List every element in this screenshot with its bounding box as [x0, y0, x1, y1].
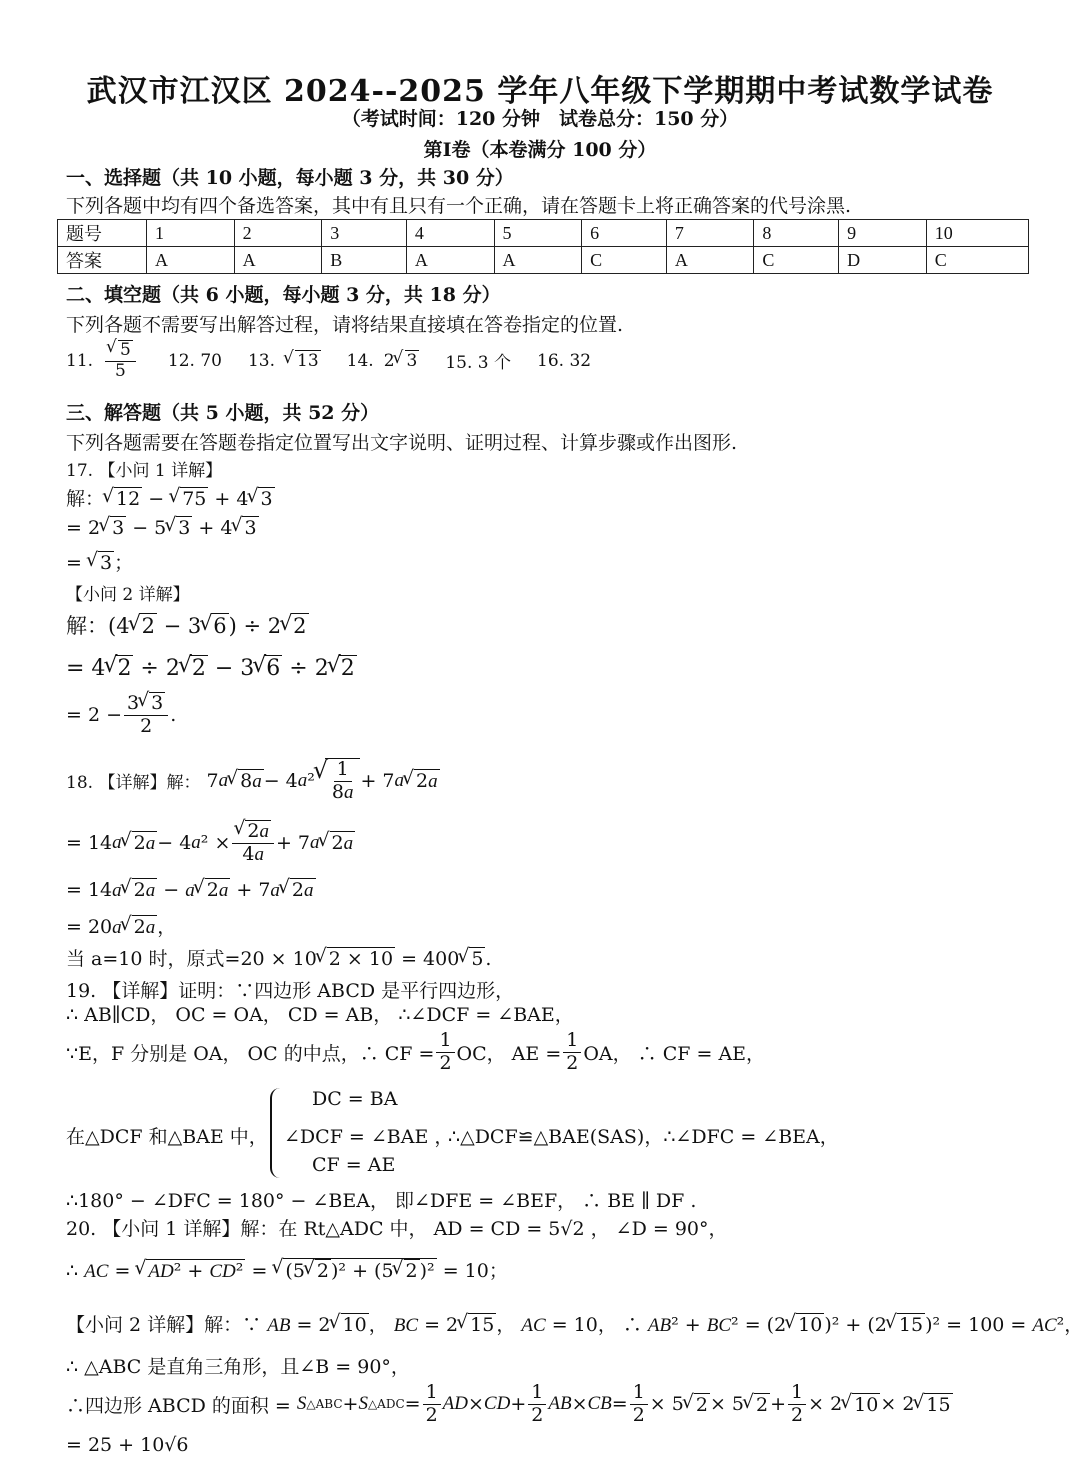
- table-row: [58, 247, 1029, 274]
- q17-part2-step2: = 4√ 2 ÷ 2√ 2 − 3√ 6 ÷ 2√ 2: [66, 655, 357, 681]
- q18-step2: = 14 a √ 2a − 4 a ² × √ $\frac{2a}{4a}$ + 7 a √ 2a: [66, 820, 355, 866]
- q19-condition: DC = BA: [312, 1088, 398, 1110]
- q14-answer: 2√ 3: [384, 350, 420, 371]
- question-number: 4: [406, 220, 494, 247]
- q14-label: 14.: [346, 350, 374, 371]
- q19-condition: CF = AE: [312, 1154, 396, 1176]
- answer-cell: A: [234, 247, 322, 274]
- answer-cell: A: [494, 247, 582, 274]
- q17-part2-label: 【小问 2 详解】: [66, 585, 190, 605]
- q18-step1: 18. 【详解】解： 7 a √ 8a − 4 a ² √ $\frac{1}{8a}$ + 7 a √ 2a: [66, 758, 440, 804]
- q12-answer: 12. 70: [167, 350, 222, 371]
- question-number: 10: [926, 220, 1028, 247]
- q17-part2-step3: = 2 − $\frac{3√ 3}{2}$ .: [66, 692, 176, 738]
- section2-heading: 二、填空题（共 6 小题，每小题 3 分，共 18 分）: [66, 284, 501, 306]
- answer-cell: B: [322, 247, 407, 274]
- q20-part1-calc: ∴ AC = √ AD² + CD² = √ (5√ 2 )² + (5√ 2 )² = 10；: [66, 1256, 508, 1283]
- q18-step3: = 14a√ 2a − a√ 2a + 7a√ 2a: [66, 878, 316, 902]
- fill-answers: [66, 340, 591, 381]
- q19-last: ∴180° − ∠DFC = 180° − ∠BEA， 即∠DFE = ∠BEF， ∴ BE ∥ DF .: [66, 1190, 697, 1212]
- volume-label: 第Ⅰ卷（本卷满分 100 分）: [423, 139, 657, 161]
- q13-label: 13.: [247, 350, 275, 371]
- question-number: 6: [582, 220, 667, 247]
- q17-part2-step1: 解：(4√ 2 − 3√ 6) ÷ 2√ 2: [66, 610, 309, 640]
- q17-step1: 解：√ 12 − √ 75 + 4√ 3: [66, 484, 275, 511]
- q19-conclusion: ∴△DCF≌△BAE(SAS)，∴∠DFC = ∠BEA，: [448, 1126, 839, 1148]
- answer-table: [57, 219, 1029, 274]
- q17-part1-label: 17. 【小问 1 详解】: [66, 461, 223, 481]
- exam-meta: （考试时间：120 分钟 试卷总分：150 分）: [341, 108, 739, 130]
- q20-part1-label: 20. 【小问 1 详解】解：在 Rt△ADC 中， AD = CD = 5√2 ， ∠D = 90°，: [66, 1218, 728, 1240]
- q15-answer: 15. 3 个: [445, 353, 512, 374]
- answer-cell: D: [839, 247, 927, 274]
- q19-line1: 19. 【详解】证明：∵四边形 ABCD 是平行四边形，: [66, 980, 515, 1002]
- q13-answer: √ 13: [285, 350, 321, 371]
- q18-step4: = 20a√ 2a ，: [66, 912, 176, 939]
- question-number: 8: [754, 220, 839, 247]
- answer-cell: A: [406, 247, 494, 274]
- q19-condition: ∠DCF = ∠BAE ，: [284, 1126, 454, 1148]
- q17-step3: = √ 3 ；: [66, 548, 133, 575]
- section1-heading: 一、选择题（共 10 小题，每小题 3 分，共 30 分）: [66, 167, 514, 189]
- section3-heading: 三、解答题（共 5 小题，共 52 分）: [66, 402, 380, 424]
- q17-step2: = 2√ 3 − 5√ 3 + 4√ 3: [66, 516, 259, 539]
- q20-right-triangle: ∴ △ABC 是直角三角形，且∠B = 90°，: [66, 1356, 410, 1378]
- q19-in-triangles: 在△DCF 和△BAE 中，: [66, 1126, 268, 1148]
- question-number: 2: [234, 220, 322, 247]
- page-title: 武汉市江汉区 2024--2025 学年八年级下学期期中考试数学试卷: [86, 74, 994, 109]
- question-number: 5: [494, 220, 582, 247]
- q11-fraction: √ $\frac{5}{5}$: [105, 340, 136, 381]
- row-label: 答案: [58, 247, 147, 274]
- table-row: [58, 220, 1029, 247]
- answer-cell: C: [926, 247, 1028, 274]
- q19-line3: ∵E，F 分别是 OA， OC 的中点，∴ CF = $\frac{1}{2}$ OC， AE = $\frac{1}{2}$ OA， ∴ CF = AE，: [66, 1029, 766, 1074]
- answer-cell: C: [582, 247, 667, 274]
- row-label: 题号: [58, 220, 147, 247]
- question-number: 3: [322, 220, 407, 247]
- section3-instruction: 下列各题需要在答题卷指定位置写出文字说明、证明过程、计算步骤或作出图形.: [66, 432, 738, 454]
- answer-cell: A: [666, 247, 754, 274]
- question-number: 9: [839, 220, 927, 247]
- question-number: 7: [666, 220, 754, 247]
- section1-instruction: 下列各题中均有四个备选答案，其中有且只有一个正确，请在答题卡上将正确答案的代号涂黑.: [66, 195, 852, 217]
- answer-cell: A: [147, 247, 235, 274]
- q19-line2: ∴ AB∥CD， OC = OA， CD = AB， ∴∠DCF = ∠BAE，: [66, 1004, 574, 1026]
- section2-instruction: 下列各题不需要写出解答过程，请将结果直接填在答卷指定的位置.: [66, 314, 624, 336]
- question-number: 1: [147, 220, 235, 247]
- q18-evaluate: 当 a=10 时，原式=20 × 10√ 2 × 10 = 400√ 5 .: [66, 944, 491, 971]
- q11-label: 11.: [66, 350, 94, 371]
- answer-cell: C: [754, 247, 839, 274]
- q20-part2: 【小问 2 详解】解：∵ AB = 2√ 10 ， BC = 2√ 15 ， AC = 10， ∴ AB² + BC² = (2√ 10 )² + (2√ 15 )² = 100 = AC²，: [66, 1310, 1083, 1337]
- q20-area: ∴四边形 ABCD 的面积 = S △ABC + S △ADC = $\frac{1}{2}$ AD × CD + $\frac{1}{2}$ AB × CB = $\frac{1}{2}$ × 5 √ 2 × 5 √ 2 + $\frac{1}{2}$ × 2 √ 10 × 2 √ 15: [66, 1382, 953, 1427]
- q20-result: = 25 + 10√6: [66, 1434, 189, 1456]
- q16-answer: 16. 32: [537, 350, 592, 371]
